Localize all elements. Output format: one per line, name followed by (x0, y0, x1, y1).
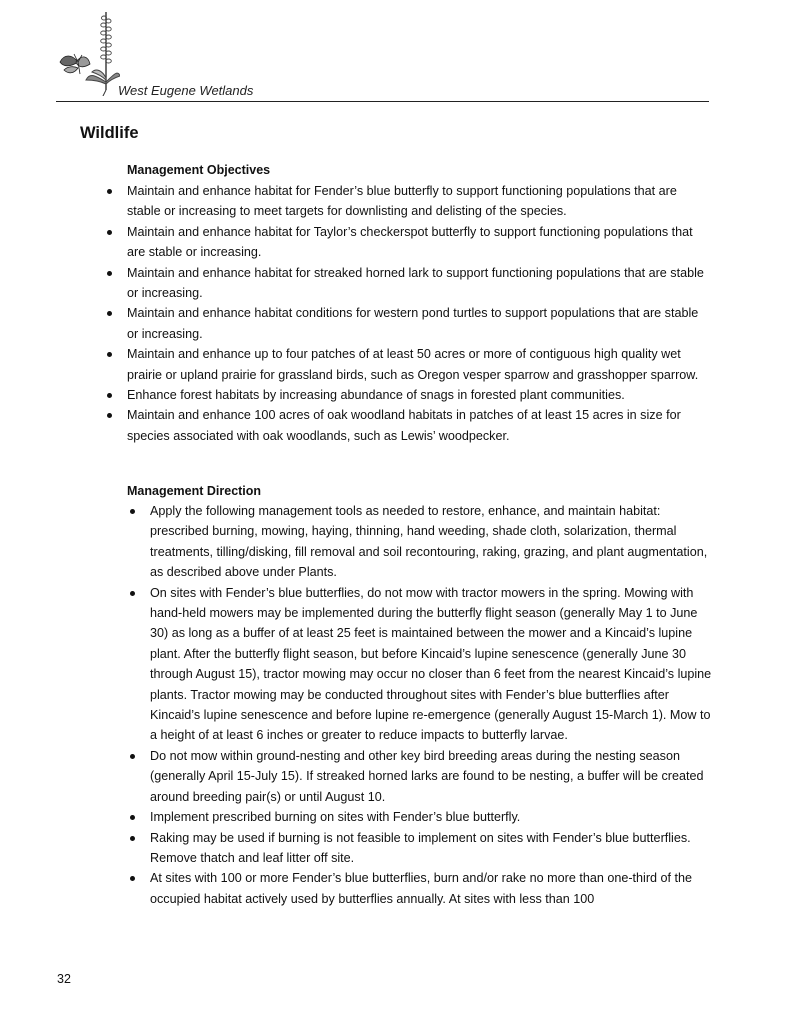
section-title: Wildlife (80, 124, 139, 142)
objective-item: Maintain and enhance habitat for Taylor’s checkerspot butterfly to support functioning populations that are stable or increasing. (127, 222, 712, 263)
objective-item: Maintain and enhance habitat for Fender’s blue butterfly to support functioning populations that are stable or increasing to meet targets for downlisting and delisting of the species. (127, 181, 712, 222)
objective-item: Maintain and enhance 100 acres of oak woodland habitats in patches of at least 15 acres in size for species associated with oak woodlands, such as Lewis’ woodpecker. (127, 405, 712, 446)
objective-item: Enhance forest habitats by increasing abundance of snags in forested plant communities. (127, 385, 712, 405)
direction-item: At sites with 100 or more Fender’s blue butterflies, burn and/or rake no more than one-third of the occupied habitat actively used by butterflies annually. At sites with less than 100 (150, 868, 714, 909)
page-number: 32 (57, 972, 71, 986)
direction-item: Apply the following management tools as needed to restore, enhance, and maintain habitat: prescribed burning, mowing, haying, thinning, hand weeding, shade cloth, solarization, thermal treatments, tilling/disking, fill removal and soil recontouring, raking, grazing, and plant augmentation, as described above under Plants. (150, 501, 714, 583)
objective-item: Maintain and enhance habitat for streaked horned lark to support functioning populations that are stable or increasing. (127, 263, 712, 304)
direction-item: Raking may be used if burning is not feasible to implement on sites with Fender’s blue butterflies. Remove thatch and leaf litter off site. (150, 828, 714, 869)
direction-list (150, 501, 714, 909)
direction-item: On sites with Fender’s blue butterflies, do not mow with tractor mowers in the spring. Mowing with hand-held mowers may be implemented during the butterfly flight season (generally May 1 to June 30) as long as a buffer of at least 25 feet is maintained between the mower and a Kincaid’s lupine plant. After the butterfly flight season, but before Kincaid’s lupine senescence (generally June 30 through August 15), tractor mowing may occur no closer than 6 feet from the nearest Kincaid’s lupine plants. Tractor mowing may be conducted throughout sites with Fender’s blue butterflies after Kincaid’s lupine senescence and before lupine re-emergence (generally August 15-March 1). Mow to a height of at least 6 inches or greater to reduce impacts to butterfly larvae. (150, 583, 714, 746)
running-header: West Eugene Wetlands (118, 83, 254, 98)
wetland-flower-butterfly-logo (56, 10, 120, 96)
direction-heading: Management Direction (127, 484, 262, 498)
header-rule (56, 101, 709, 102)
objectives-heading: Management Objectives (127, 163, 271, 177)
objective-item: Maintain and enhance up to four patches of at least 50 acres or more of contiguous high quality wet prairie or upland prairie for grassland birds, such as Oregon vesper sparrow and grasshopper sparrow. (127, 344, 712, 385)
objective-item: Maintain and enhance habitat conditions for western pond turtles to support populations that are stable or increasing. (127, 303, 712, 344)
objectives-list (127, 181, 712, 446)
direction-item: Do not mow within ground-nesting and other key bird breeding areas during the nesting season (generally April 15-July 15). If streaked horned larks are found to be nesting, a buffer will be created around breeding pair(s) or until August 10. (150, 746, 714, 807)
direction-item: Implement prescribed burning on sites with Fender’s blue butterfly. (150, 807, 714, 827)
